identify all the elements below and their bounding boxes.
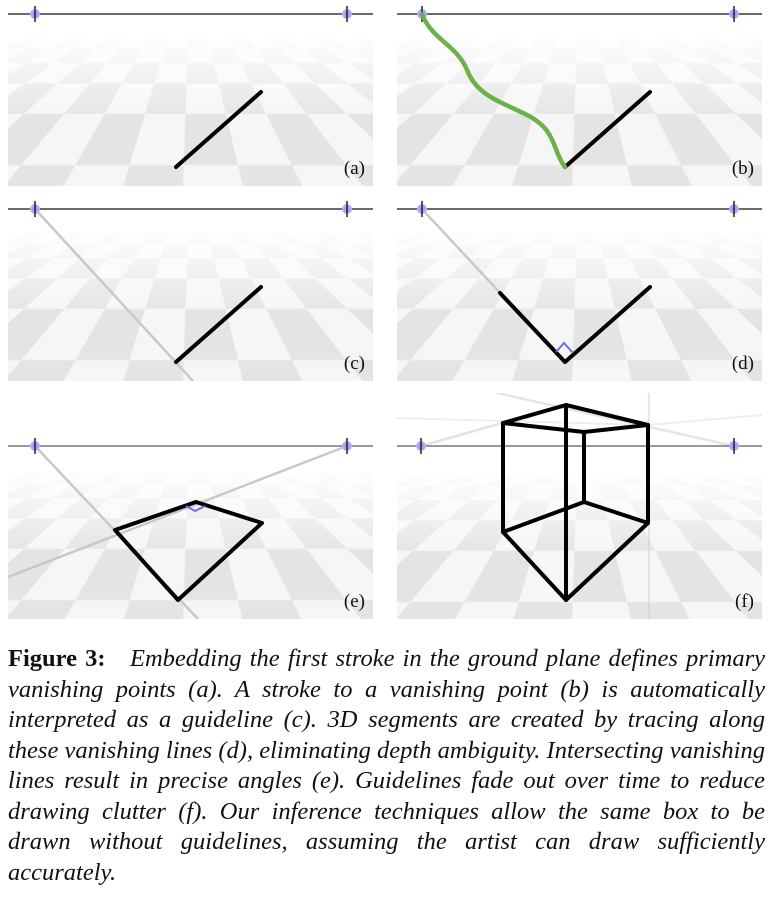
panel-label: (d) — [731, 353, 754, 374]
panel-f — [397, 393, 762, 619]
panel-label: (a) — [343, 158, 365, 179]
panel-b — [397, 0, 762, 186]
panel-a — [8, 0, 373, 186]
panel-label: (f) — [735, 591, 754, 612]
panel-d — [397, 195, 762, 381]
panel-label: (e) — [343, 591, 365, 612]
first-stroke — [176, 92, 261, 167]
vanishing-point-left — [416, 438, 426, 454]
vanishing-point-left — [30, 438, 40, 454]
caption-text: Embedding the first stroke in the ground plane defines primary vanishing points (a). A stroke to a vanishing point (b) is automatically interpreted as a guideline (c). 3D segments are created by tracing along these vanishing lines (d), eliminating depth ambiguity. Intersecting vanishing lines result in precise angles (e). Guidelines fade out over time to reduce drawing clutter (f). Our inference techniques allow the same box to be drawn without guidelines, assuming the artist can draw sufficiently accurately. — [8, 645, 765, 886]
guideline-faded — [497, 393, 734, 446]
vanishing-point-right — [342, 438, 352, 454]
first-stroke — [176, 287, 261, 362]
stroke-traced-segment — [500, 287, 650, 362]
vanishing-point-right — [342, 201, 352, 217]
right-angle-marker — [556, 343, 573, 353]
box-wireframe — [503, 405, 648, 600]
panel-label: (c) — [343, 353, 365, 374]
vanishing-point-right — [729, 6, 739, 22]
vanishing-point-right — [342, 6, 352, 22]
guideline — [422, 209, 502, 295]
vanishing-point-left — [30, 6, 40, 22]
panel-label: (b) — [731, 158, 754, 179]
panel-c — [8, 195, 373, 381]
vanishing-point-left — [417, 201, 427, 217]
guideline — [8, 446, 347, 577]
right-angle-marker — [186, 506, 205, 511]
guideline — [35, 209, 193, 381]
ground-quad — [115, 502, 262, 600]
panel-e — [8, 415, 373, 619]
vanishing-point-right — [729, 201, 739, 217]
guide-stroke-curve — [422, 14, 565, 167]
first-stroke — [565, 92, 650, 167]
figure-caption — [8, 644, 765, 888]
vanishing-point-right — [729, 438, 739, 454]
caption-label: Figure 3: — [8, 645, 106, 672]
guideline-faded — [648, 415, 762, 425]
